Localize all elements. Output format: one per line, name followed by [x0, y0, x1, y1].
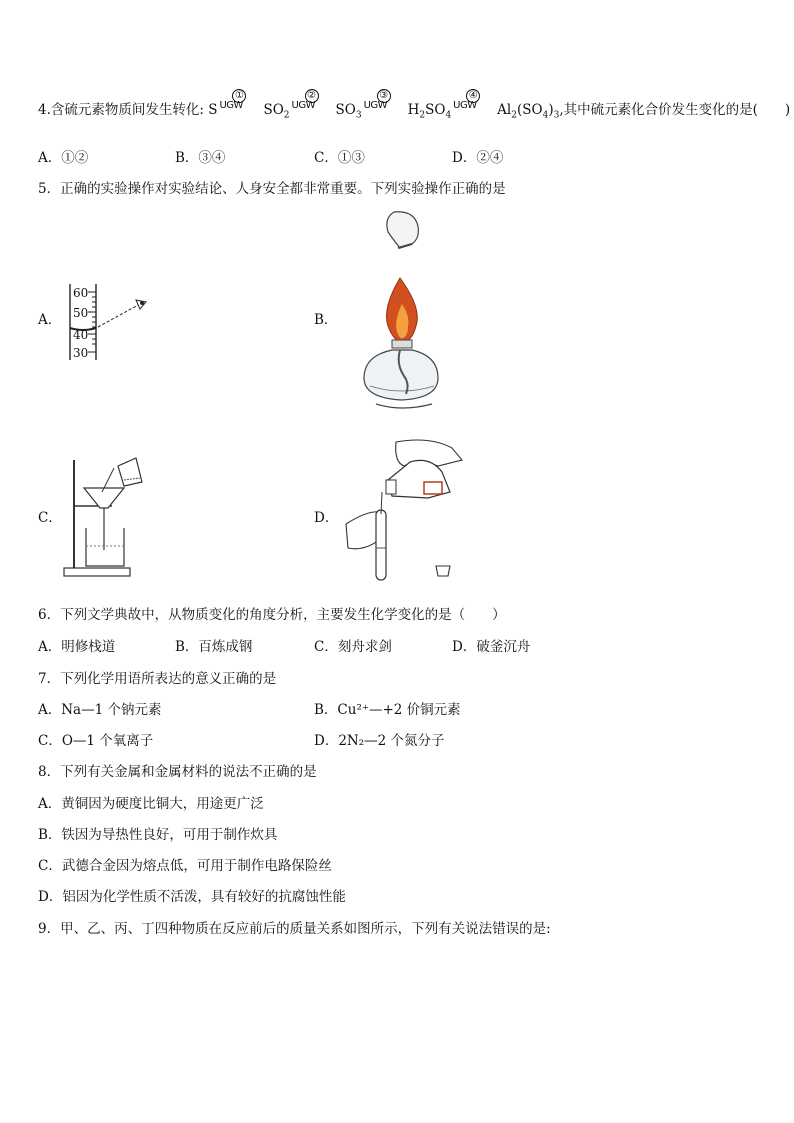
- alcohol-lamp-figure: [352, 208, 442, 418]
- tick-label-40: 40: [73, 328, 89, 342]
- q6-option-c[interactable]: C．刻舟求剑: [314, 639, 392, 655]
- question-5-stem: 5．正确的实验操作对实验结论、人身安全都非常重要。下列实验操作正确的是: [38, 181, 506, 197]
- q8-option-c[interactable]: C．武德合金因为熔点低，可用于制作电路保险丝: [38, 858, 332, 874]
- q7-option-d[interactable]: D．2N₂—2 个氮分子: [314, 733, 445, 749]
- q5-label-c[interactable]: C．: [38, 510, 62, 526]
- reaction-product: $SO_2$: [263, 102, 290, 121]
- tick-label-30: 30: [73, 346, 89, 360]
- q6-option-d[interactable]: D．破釜沉舟: [452, 639, 531, 655]
- q6-option-b[interactable]: B．百炼成钢: [175, 639, 253, 655]
- q5-label-a[interactable]: A．: [38, 312, 62, 328]
- q4-reaction-chain: [217, 90, 560, 121]
- q6-option-a[interactable]: A．明修栈道: [38, 639, 116, 655]
- pouring-liquid-figure: [338, 436, 468, 584]
- question-8-stem: 8．下列有关金属和金属材料的说法不正确的是: [38, 764, 317, 780]
- reaction-arrow-icon: ③ UGW: [364, 102, 406, 116]
- reaction-arrow-icon: ② UGW: [292, 102, 334, 116]
- q4-option-b[interactable]: B．③④: [175, 150, 226, 166]
- q4-option-c[interactable]: C．①③: [314, 150, 365, 166]
- question-9-stem: 9．甲、乙、丙、丁四种物质在反应前后的质量关系如图所示，下列有关说法错误的是:: [38, 921, 551, 937]
- tick-label-50: 50: [73, 306, 89, 320]
- tick-label-60: 60: [73, 286, 89, 300]
- q7-option-c[interactable]: C．O—1 个氧离子: [38, 733, 154, 749]
- q7-option-a[interactable]: A．Na—1 个钠元素: [38, 702, 162, 718]
- question-6-stem: 6．下列文学典故中，从物质变化的角度分析，主要发生化学变化的是（ ）: [38, 607, 506, 623]
- q5-label-d[interactable]: D．: [314, 510, 339, 526]
- reaction-product: $H_2SO_4$: [407, 102, 452, 121]
- question-4: [38, 90, 791, 121]
- q4-suffix: ,其中硫元素化合价发生变化的是( ): [559, 102, 791, 118]
- q4-option-a[interactable]: A．①②: [38, 150, 89, 166]
- q8-option-d[interactable]: D．铝因为化学性质不活泼，具有较好的抗腐蚀性能: [38, 889, 346, 905]
- filtration-figure: [62, 452, 142, 580]
- q4-option-d[interactable]: D．②④: [452, 150, 504, 166]
- q7-option-b[interactable]: B．Cu²⁺—+2 价铜元素: [314, 702, 461, 718]
- q8-option-a[interactable]: A．黄铜因为硬度比铜大，用途更广泛: [38, 796, 264, 812]
- q8-option-b[interactable]: B．铁因为导热性良好，可用于制作炊具: [38, 827, 278, 843]
- reaction-arrow-icon: ④ UGW: [453, 102, 495, 116]
- question-7-stem: 7．下列化学用语所表达的意义正确的是: [38, 671, 277, 687]
- reaction-product: $SO_3$: [335, 102, 362, 121]
- flame-icon: [387, 278, 418, 342]
- q4-prefix: 4.含硫元素物质间发生转化: S: [38, 102, 218, 118]
- q5-label-b[interactable]: B．: [314, 312, 338, 328]
- reaction-arrow-icon: ① UGW: [219, 102, 261, 116]
- reaction-product: $Al_2(SO_4)_3$: [497, 102, 560, 121]
- lamp-cap-icon: [387, 212, 419, 248]
- reagent-bottle-icon: [386, 460, 450, 498]
